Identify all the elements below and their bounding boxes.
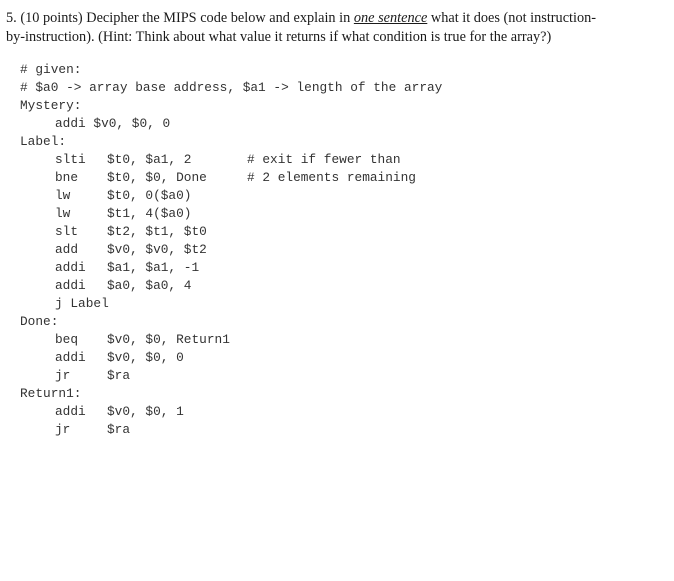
opcode: addi (55, 278, 86, 293)
code-line (20, 115, 171, 133)
opcode: jr (55, 422, 71, 437)
code-line (20, 403, 184, 421)
label-done: Done: (20, 314, 59, 329)
operands: $t1, 4($a0) (107, 206, 192, 221)
operands: $ra (107, 368, 131, 383)
opcode: bne (55, 170, 79, 185)
operands: $t0, $a1, 2 (107, 152, 192, 167)
code-line (20, 295, 109, 313)
operands: $v0, $0, 1 (107, 404, 184, 419)
instruction: j Label (55, 296, 109, 311)
opcode: addi (55, 404, 86, 419)
operands: $a0, $a0, 4 (107, 278, 192, 293)
question-prompt-continued: what it does (not instruction- (430, 10, 597, 26)
label-loop: Label: (20, 134, 67, 149)
code-line (20, 223, 207, 241)
question-points: (10 points) (20, 10, 83, 26)
operands: $t0, 0($a0) (107, 188, 192, 203)
opcode: addi (55, 260, 86, 275)
code-line (20, 259, 200, 277)
opcode: addi (55, 350, 86, 365)
question-number: 5. (6, 10, 17, 26)
opcode: slt (55, 224, 79, 239)
operands: $a1, $a1, -1 (107, 260, 200, 275)
code-comment-args: # $a0 -> array base address, $a1 -> length of the array (20, 80, 443, 95)
code-line (20, 205, 192, 223)
question-hint: by-instruction). (Hint: Think about what value it returns if what condition is true for the array?) (6, 29, 552, 45)
opcode: lw (55, 206, 71, 221)
opcode: lw (55, 188, 71, 203)
code-comment: # exit if fewer than (247, 152, 401, 167)
opcode: beq (55, 332, 79, 347)
operands: $v0, $0, Return1 (107, 332, 230, 347)
code-line (20, 169, 416, 187)
code-line (20, 151, 401, 169)
code-line (20, 187, 192, 205)
question-text (6, 9, 646, 47)
code-line (20, 331, 230, 349)
label-return1: Return1: (20, 386, 82, 401)
opcode: slti (55, 152, 86, 167)
code-line (20, 277, 192, 295)
operands: $ra (107, 422, 131, 437)
opcode: jr (55, 368, 71, 383)
code-comment-given: # given: (20, 62, 82, 77)
operands: $t2, $t1, $t0 (107, 224, 207, 239)
code-comment: # 2 elements remaining (247, 170, 416, 185)
opcode: add (55, 242, 79, 257)
question-emphasis: one sentence (353, 10, 428, 26)
operands: $t0, $0, Done (107, 170, 207, 185)
code-line (20, 421, 131, 439)
code-line (20, 241, 207, 259)
code-line (20, 349, 184, 367)
operands: $v0, $v0, $t2 (107, 242, 207, 257)
question-prompt: Decipher the MIPS code below and explain in (86, 10, 351, 26)
operands: $v0, $0, 0 (107, 350, 184, 365)
label-mystery: Mystery: (20, 98, 82, 113)
instruction: addi $v0, $0, 0 (55, 116, 171, 131)
code-line (20, 367, 131, 385)
